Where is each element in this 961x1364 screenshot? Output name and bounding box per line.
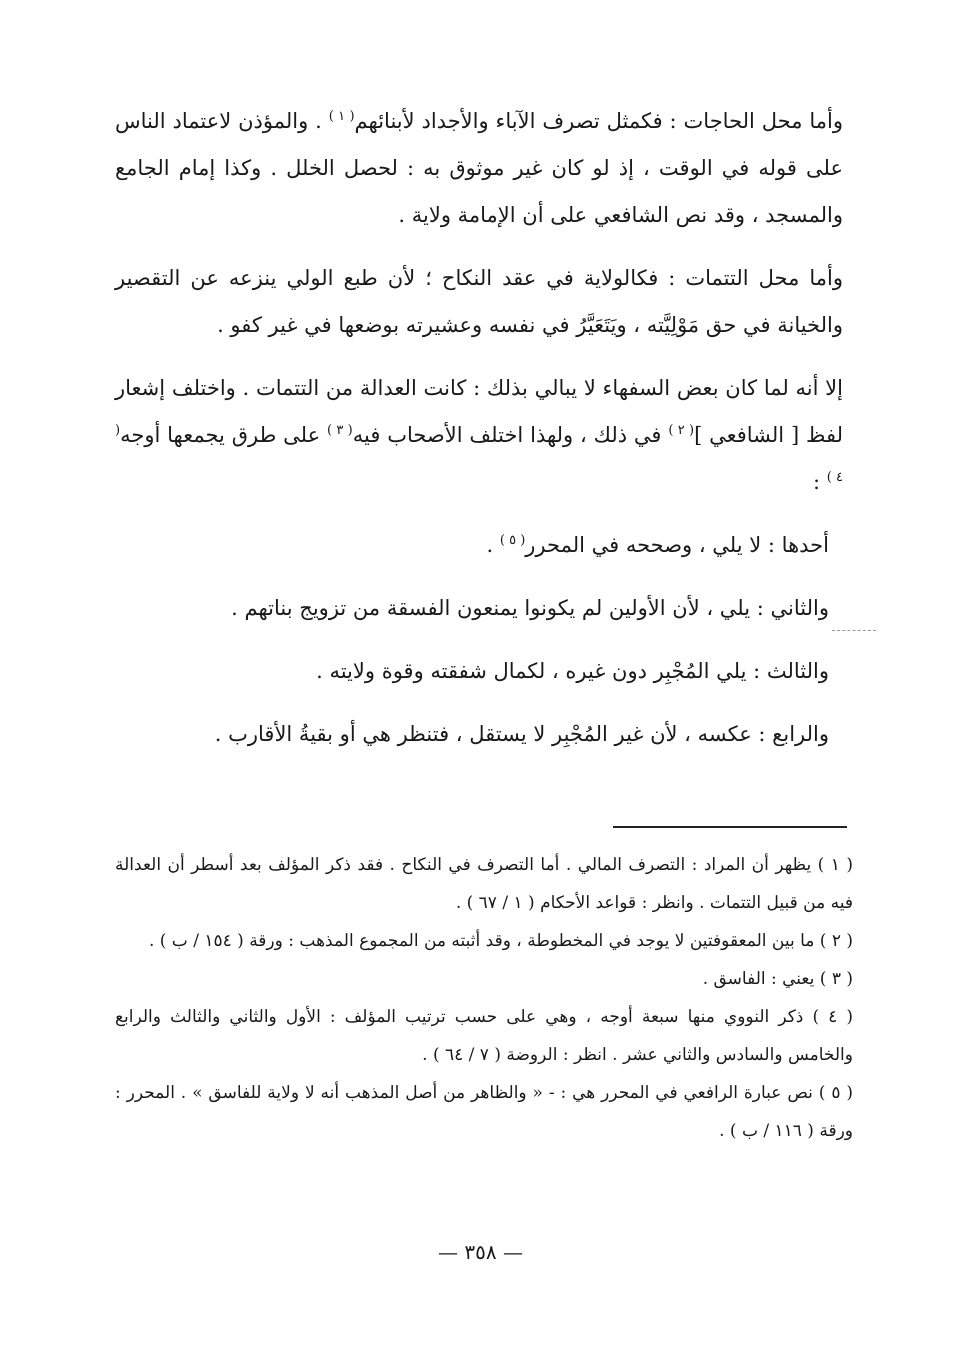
list-item — [115, 522, 843, 569]
footnote-2: ( ٢ ) ما بين المعقوفتين لا يوجد في المخطوطة ، وقد أثبته من المجموع المذهب : ورقة ( ١٥٤ / ب ) . — [148, 931, 853, 951]
footnote-3: ( ٣ ) يعني : الفاسق . — [702, 969, 853, 989]
text-span: والثاني : يلي ، لأن الأولين لم يكونوا يمنعون الفسقة من تزويج بناتهم . — [231, 596, 829, 620]
main-text — [115, 98, 843, 774]
page-number: — ٣٥٨ — — [438, 1240, 523, 1264]
footnote-ref-4[interactable]: ( ٤ ) — [115, 423, 843, 485]
footnote-separator — [613, 826, 847, 828]
text-span: في ذلك ، ولهذا اختلف الأصحاب فيه — [352, 423, 669, 447]
text-span: والرابع : عكسه ، لأن غير المُجْبِر لا يستقل ، فتنظر هي أو بقيةُ الأقارب . — [214, 722, 829, 746]
list-item — [115, 585, 843, 632]
list-item — [115, 711, 843, 758]
text-span: وأما محل الحاجات : فكمثل تصرف الآباء والأجداد لأبنائهم — [354, 109, 843, 133]
paragraph-3 — [115, 365, 843, 506]
text-span: على طرق يجمعها أوجه — [120, 423, 327, 447]
paragraph-1 — [115, 98, 843, 239]
footnote-1: ( ١ ) يظهر أن المراد : التصرف المالي . أما التصرف في النكاح . فقد ذكر المؤلف بعد أسطر أن العدالة فيه من قبيل التتمات . وانظر : قواعد الأحكام ( ١ / ٦٧ ) . — [115, 855, 853, 913]
text-span: إلا أنه لما كان بعض السفهاء لا يبالي بذلك : كانت العدالة من التتمات . واختلف إشعار لفظ [ الشافعي ] — [115, 376, 843, 447]
text-span: : — [813, 470, 827, 494]
text-span: وأما محل التتمات : فكالولاية في عقد النكاح ؛ لأن طبع الولي ينزعه عن التقصير والخيانة في حق مَوْلِيَّته ، ويَتَعَيَّرُ في نفسه وعشيرته بوضعها في غير كفو . — [115, 266, 843, 337]
text-span: . — [486, 533, 500, 557]
footnote-ref-2[interactable]: ( ٢ ) — [668, 423, 695, 438]
text-span: . والمؤذن لاعتماد الناس على قوله في الوقت ، إذ لو كان غير موثوق به : لحصل الخلل . وكذا إمام الجامع والمسجد ، وقد نص الشافعي على أن الإمامة ولاية . — [115, 109, 843, 227]
text-span: والثالث : يلي المُجْبِر دون غيره ، لكمال شفقته وقوة ولايته . — [316, 659, 829, 683]
footnote-ref-3[interactable]: ( ٣ ) — [327, 423, 353, 438]
footnote-5: ( ٥ ) نص عبارة الرافعي في المحرر هي : - « والظاهر من أصل المذهب أنه لا ولاية للفاسق » . المحرر : ورقة ( ١١٦ / ب ) . — [115, 1083, 853, 1141]
footnotes — [115, 846, 853, 1150]
opinions-list — [115, 522, 843, 758]
margin-mark — [832, 630, 876, 631]
footnote-ref-5[interactable]: ( ٥ ) — [499, 533, 526, 548]
text-span: أحدها : لا يلي ، وصححه في المحرر — [525, 533, 829, 557]
list-item — [115, 648, 843, 695]
footnote-4: ( ٤ ) ذكر النووي منها سبعة أوجه ، وهي على حسب ترتيب المؤلف : الأول والثاني والثالث والرابع والخامس والسادس والثاني عشر . انظر : الروضة ( ٧ / ٦٤ ) . — [115, 1007, 854, 1065]
paragraph-2 — [115, 255, 843, 349]
footnote-ref-1[interactable]: ( ١ ) — [328, 109, 355, 124]
